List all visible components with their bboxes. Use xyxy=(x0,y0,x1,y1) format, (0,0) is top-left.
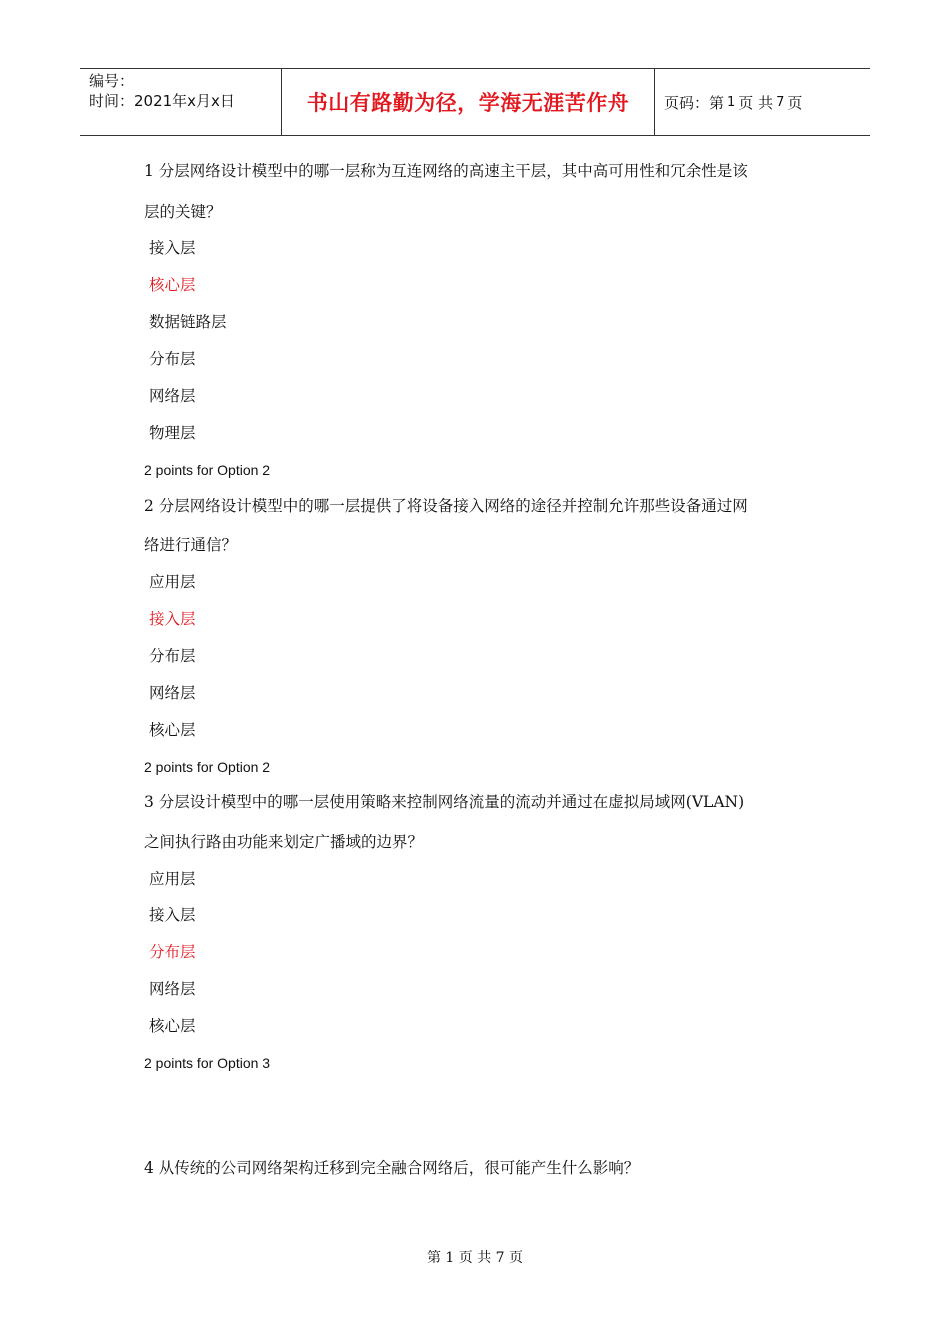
question-1-text-cont: 层的关键？ xyxy=(144,203,222,221)
question-1-points: 2 points for Option 2 xyxy=(144,462,271,478)
page-total: 7 xyxy=(776,94,785,110)
page-prefix: 页码：第 xyxy=(664,93,725,112)
question-4-text: 4 从传统的公司网络架构迁移到完全融合网络后，很可能产生什么影响？ xyxy=(144,1159,640,1177)
page-current: 1 xyxy=(727,94,736,110)
page-footer: 第 1 页 共 7 页 xyxy=(426,1250,524,1266)
question-2-option-4: 网络层 xyxy=(149,684,196,702)
question-2-option-2-answer: 接入层 xyxy=(149,610,196,628)
question-1-option-3: 数据链路层 xyxy=(149,313,227,331)
question-3-option-2: 接入层 xyxy=(149,906,196,924)
question-3-option-1: 应用层 xyxy=(149,870,196,888)
serial-label: 编号： xyxy=(89,72,135,90)
question-1-option-5: 网络层 xyxy=(149,387,196,405)
header-motto: 书山有路勤为径，学海无涯苦作舟 xyxy=(306,91,630,115)
question-3-option-5: 核心层 xyxy=(149,1017,196,1035)
question-2-text-cont: 络进行通信？ xyxy=(144,536,238,554)
header-divider xyxy=(654,69,655,135)
question-3-points: 2 points for Option 3 xyxy=(144,1055,271,1071)
question-2-option-1: 应用层 xyxy=(149,573,196,591)
question-3-option-4: 网络层 xyxy=(149,980,196,998)
question-2-option-5: 核心层 xyxy=(149,721,196,739)
page-suffix: 页 xyxy=(787,93,803,112)
question-3-text: 3 分层设计模型中的哪一层使用策略来控制网络流量的流动并通过在虚拟局域网(VLAN) xyxy=(144,793,745,811)
question-2-option-3: 分布层 xyxy=(149,647,196,665)
question-1-option-6: 物理层 xyxy=(149,424,196,442)
question-3-text-cont: 之间执行路由功能来划定广播域的边界？ xyxy=(144,833,424,851)
question-2-text: 2 分层网络设计模型中的哪一层提供了将设备接入网络的途径并控制允许那些设备通过网 xyxy=(144,497,748,515)
question-1-option-2-answer: 核心层 xyxy=(149,276,196,294)
header-page-info xyxy=(664,69,802,135)
page-mid: 页 共 xyxy=(738,93,774,112)
date-text: 时间：2021年x月x日 xyxy=(89,92,235,110)
page-header xyxy=(80,68,870,136)
question-1-option-4: 分布层 xyxy=(149,350,196,368)
question-1-text: 1 分层网络设计模型中的哪一层称为互连网络的高速主干层，其中高可用性和冗余性是该 xyxy=(144,162,748,180)
header-meta xyxy=(89,71,235,111)
question-3-option-3-answer: 分布层 xyxy=(149,943,196,961)
question-2-points: 2 points for Option 2 xyxy=(144,759,271,775)
question-1-option-1: 接入层 xyxy=(149,239,196,257)
